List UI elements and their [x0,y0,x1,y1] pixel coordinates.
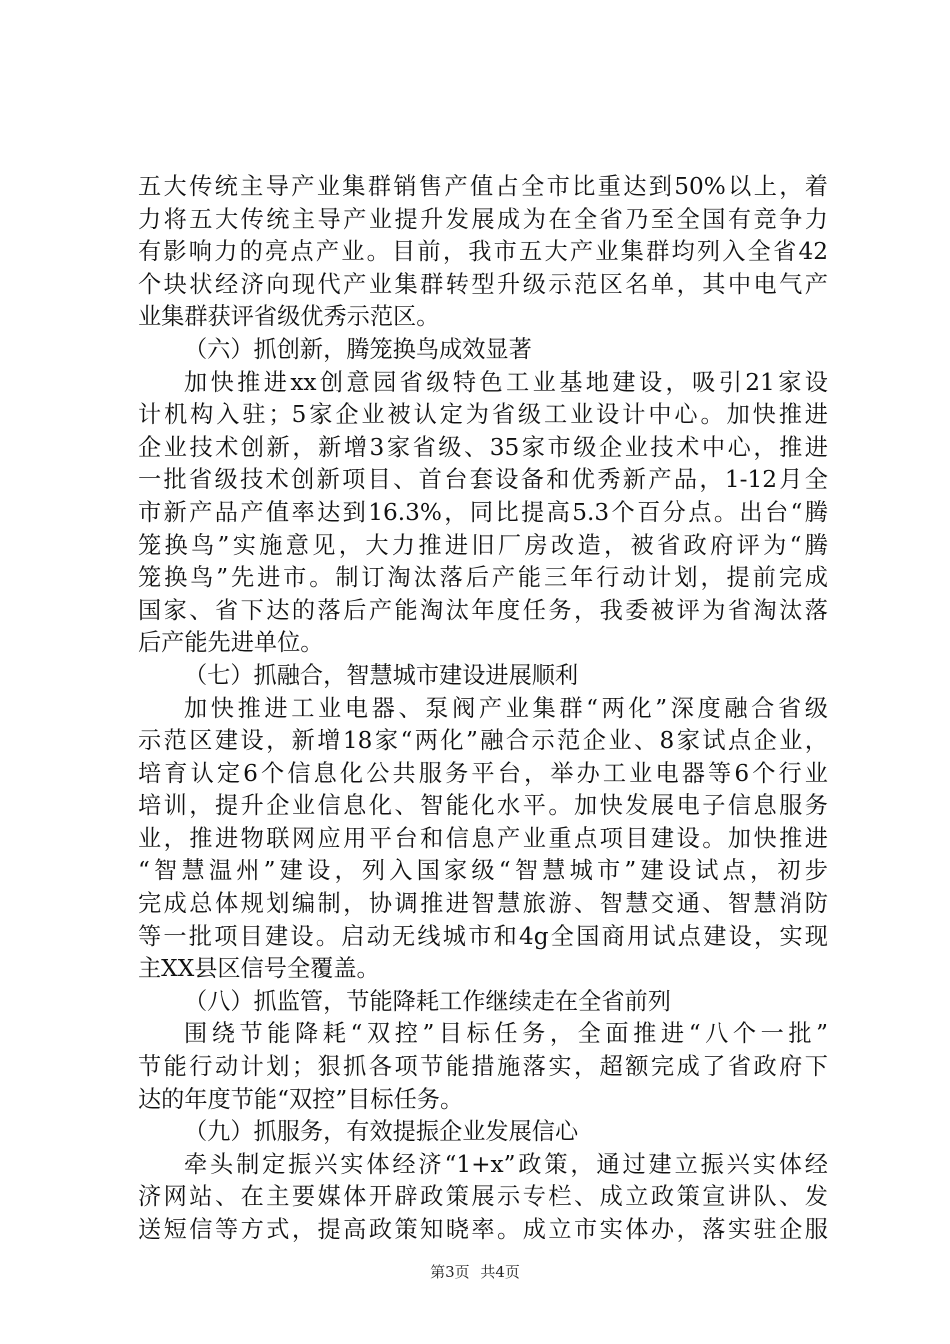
page-total: 共4页 [480,1263,520,1281]
text-line: 计机构入驻；5家企业被认定为省级工业设计中心。加快推进 [138,401,828,429]
text-line: 后产能先进单位。 [138,629,324,657]
text-line: （八）抓监管，节能降耗工作继续走在全省前列 [184,987,671,1015]
page-number: 第3页 [430,1263,470,1281]
text-line: 送短信等方式，提高政策知晓率。成立市实体办，落实驻企服 [138,1216,828,1243]
text-line: （六）抓创新，腾笼换鸟成效显著 [184,335,532,363]
text-line: 示范区建设，新增18家“两化”融合示范企业、8家试点企业， [138,727,828,755]
text-line: 等一批项目建设。启动无线城市和4g全国商用试点建设，实现 [138,922,828,950]
text-line: 主XX县区信号全覆盖。 [138,955,380,983]
text-line: 培训，提升企业信息化、智能化水平。加快发展电子信息服务 [138,792,828,820]
document-body [138,171,828,1247]
text-line: 业，推进物联网应用平台和信息产业重点项目建设。加快推进 [138,824,828,852]
text-line: 牵头制定振兴实体经济“1+x”政策，通过建立振兴实体经 [184,1150,828,1178]
text-line: 五大传统主导产业集群销售产值占全市比重达到50%以上，着 [138,173,828,200]
text-line: 业集群获评省级优秀示范区。 [138,303,440,331]
text-line: 笼换鸟”实施意见，大力推进旧厂房改造，被省政府评为“腾 [138,531,828,559]
text-line: “智慧温州”建设，列入国家级“智慧城市”建设试点，初步 [138,857,828,885]
text-line: （九）抓服务，有效提振企业发展信心 [184,1118,579,1146]
text-line: 个块状经济向现代产业集群转型升级示范区名单，其中电气产 [138,270,828,298]
text-line: 达的年度节能“双控”目标任务。 [138,1085,464,1113]
text-line: 培育认定6个信息化公共服务平台，举办工业电器等6个行业 [138,759,828,787]
text-line: 国家、省下达的落后产能淘汰年度任务，我委被评为省淘汰落 [138,596,828,624]
text-line: 围绕节能降耗“双控”目标任务，全面推进“八个一批” [184,1020,828,1048]
text-line: 济网站、在主要媒体开辟政策展示专栏、成立政策宣讲队、发 [138,1183,828,1211]
text-line: 力将五大传统主导产业提升发展成为在全省乃至全国有竞争力 [138,205,828,233]
text-line: 完成总体规划编制，协调推进智慧旅游、智慧交通、智慧消防 [138,890,828,918]
text-line: 有影响力的亮点产业。目前，我市五大产业集群均列入全省42 [138,238,828,266]
text-line: 市新产品产值率达到16.3%，同比提高5.3个百分点。出台“腾 [138,498,828,526]
text-line: 加快推进xx创意园省级特色工业基地建设，吸引21家设 [184,368,828,396]
text-line: 一批省级技术创新项目、首台套设备和优秀新产品，1-12月全 [138,466,828,494]
text-line: 笼换鸟”先进市。制订淘汰落后产能三年行动计划，提前完成 [138,564,828,592]
page-footer [0,1262,950,1282]
text-line: 加快推进工业电器、泵阀产业集群“两化”深度融合省级 [184,694,828,722]
text-line: 企业技术创新，新增3家省级、35家市级企业技术中心，推进 [138,433,828,461]
text-line: （七）抓融合，智慧城市建设进展顺利 [184,661,579,689]
text-line: 节能行动计划；狠抓各项节能措施落实，超额完成了省政府下 [138,1053,828,1081]
